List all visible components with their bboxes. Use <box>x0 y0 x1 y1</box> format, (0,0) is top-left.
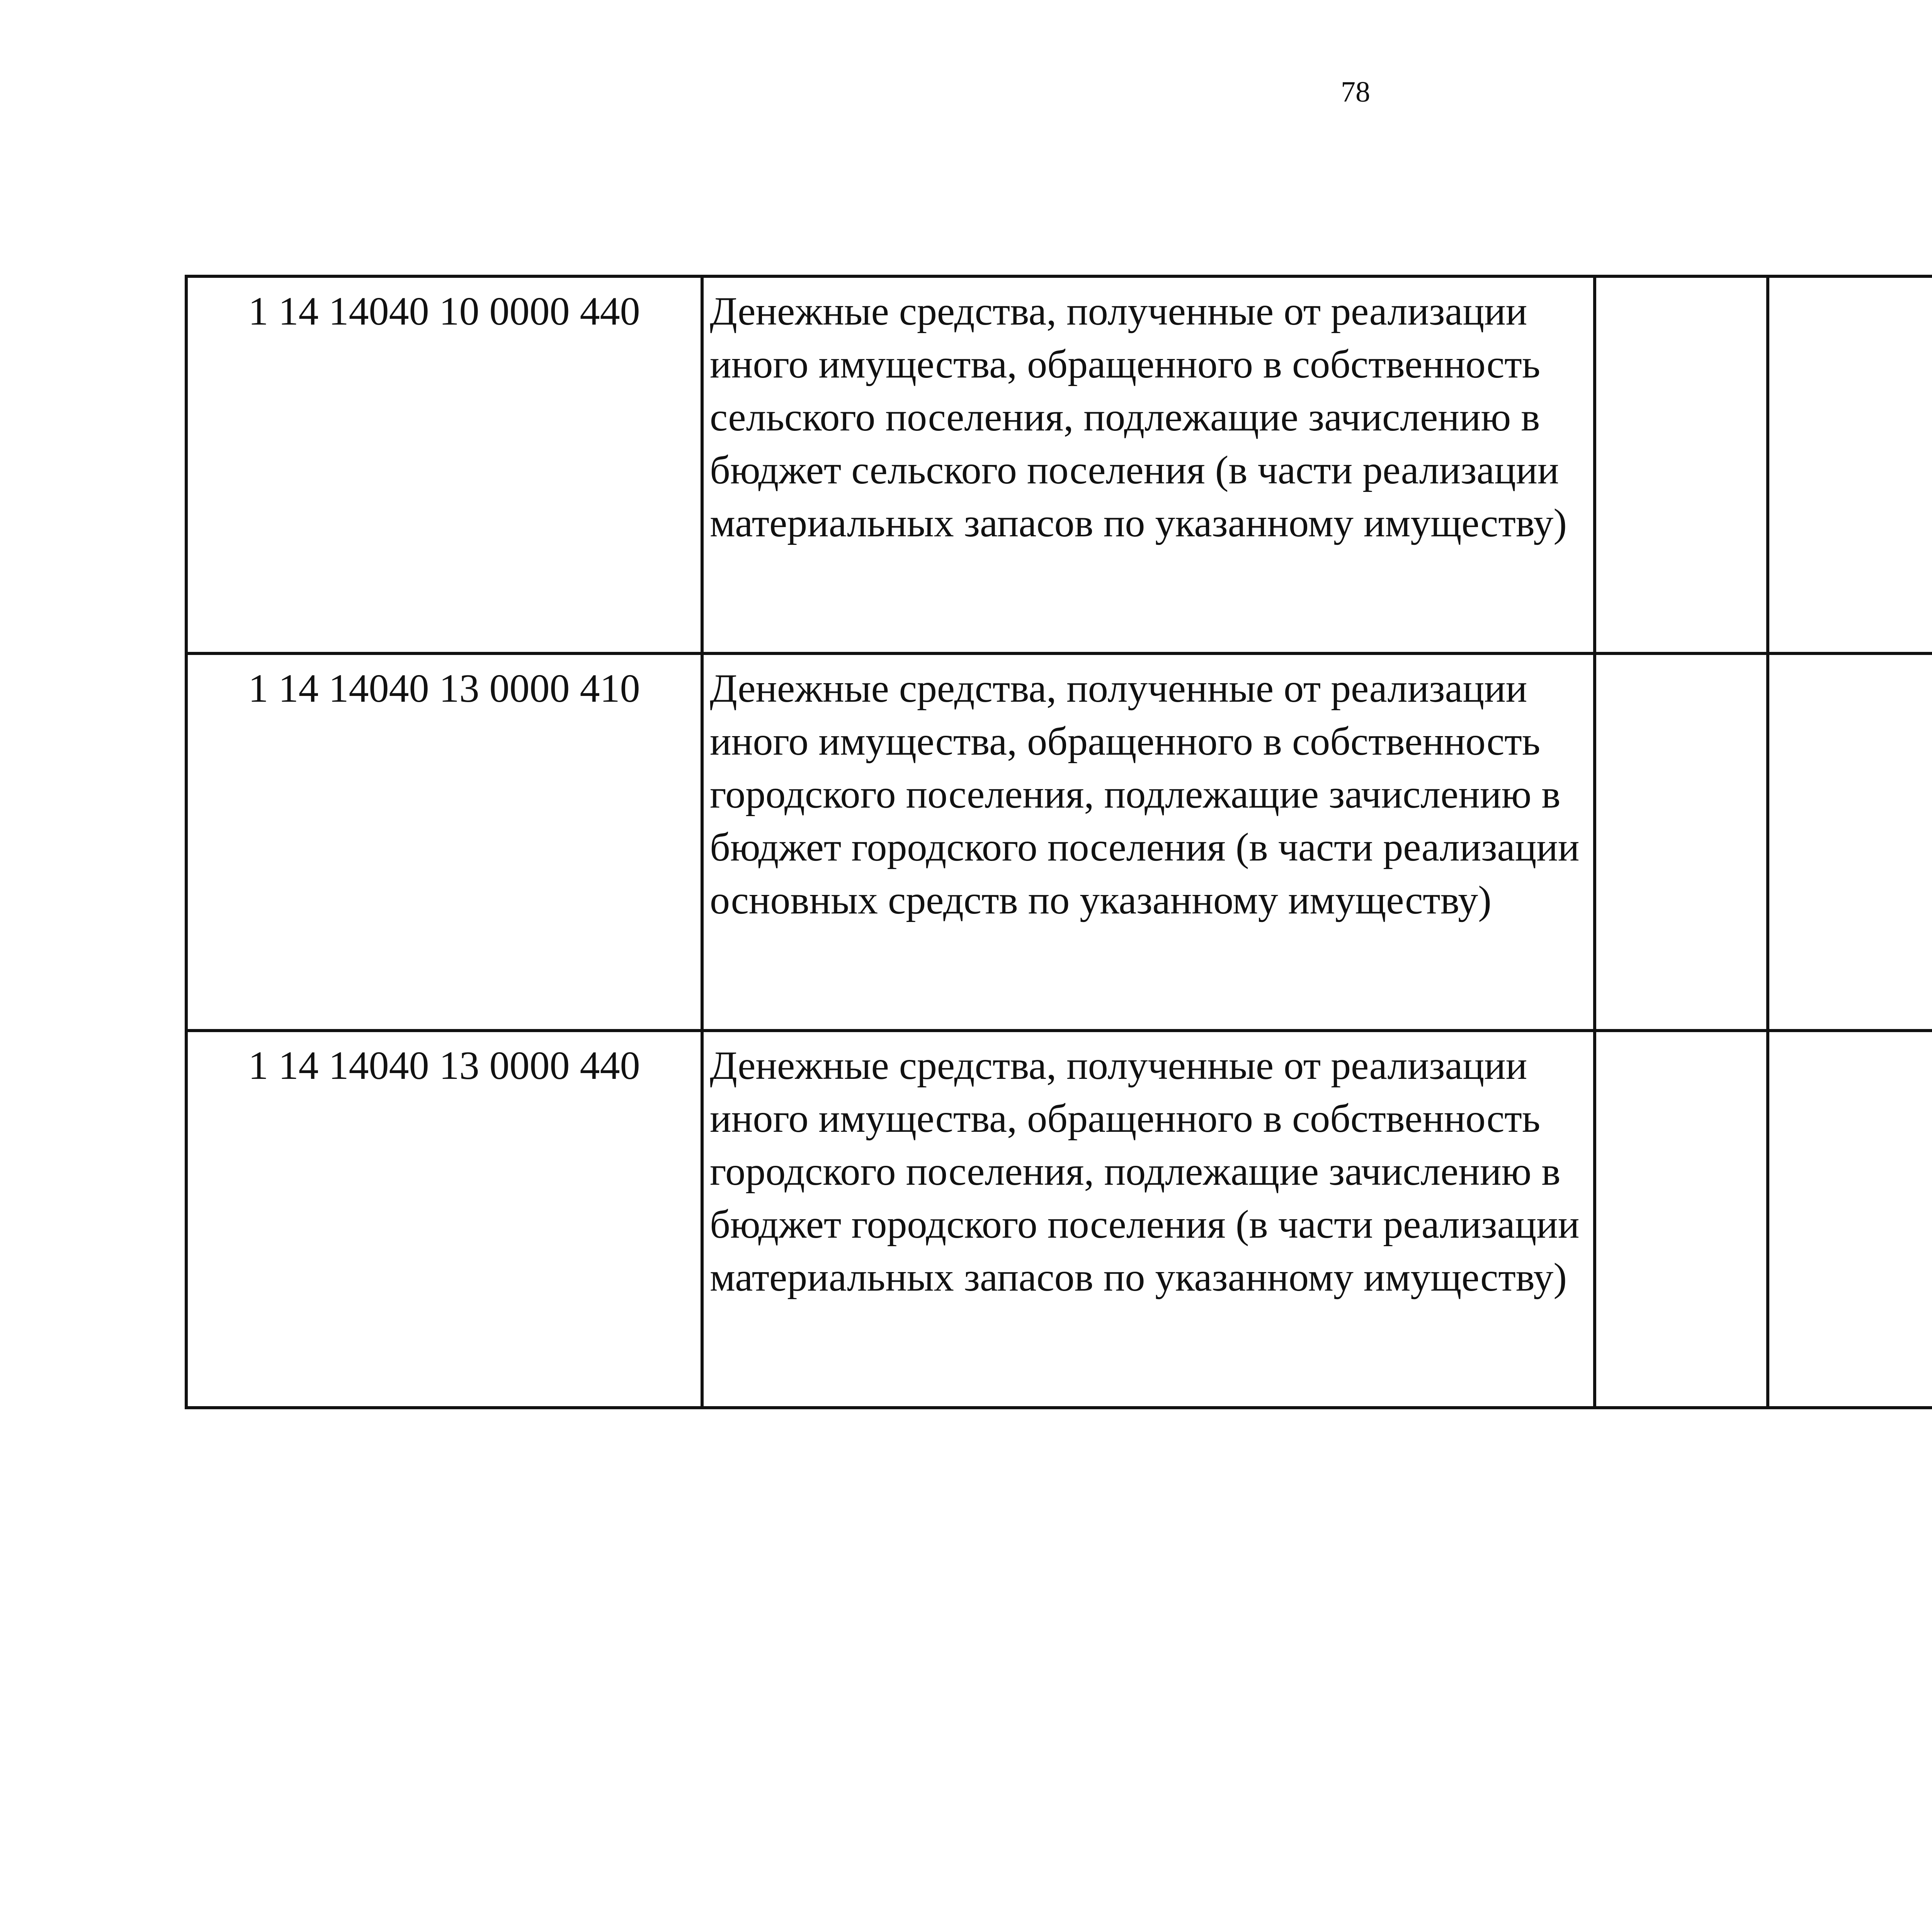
revenue-description-cell: Денежные средства, полученные от реализации иного имущества, обращенного в собственность сельского поселения, подлежащие зачислению в бюджет сельского поселения (в части реализации материальных запасов по указанному имуществу) <box>702 276 1595 653</box>
empty-cell <box>1595 1031 1768 1408</box>
budget-revenue-table <box>185 275 1932 1409</box>
empty-cell <box>1768 1031 1932 1408</box>
revenue-code-cell: 1 14 14040 13 0000 410 <box>186 653 702 1031</box>
revenue-code-cell: 1 14 14040 13 0000 440 <box>186 1031 702 1408</box>
table-row <box>186 1031 1932 1408</box>
empty-cell <box>1768 653 1932 1031</box>
revenue-description-cell: Денежные средства, полученные от реализации иного имущества, обращенного в собственность городского поселения, подлежащие зачислению в бюджет городского поселения (в части реализации материальных запасов по указанному имуществу) <box>702 1031 1595 1408</box>
empty-cell <box>1768 276 1932 653</box>
page-number: 78 <box>1341 76 1370 108</box>
table-row <box>186 653 1932 1031</box>
empty-cell <box>1595 653 1768 1031</box>
empty-cell <box>1595 276 1768 653</box>
table-row <box>186 276 1932 653</box>
revenue-code-cell: 1 14 14040 10 0000 440 <box>186 276 702 653</box>
revenue-description-cell: Денежные средства, полученные от реализации иного имущества, обращенного в собственность городского поселения, подлежащие зачислению в бюджет городского поселения (в части реализации основных средств по указанному имуществу) <box>702 653 1595 1031</box>
